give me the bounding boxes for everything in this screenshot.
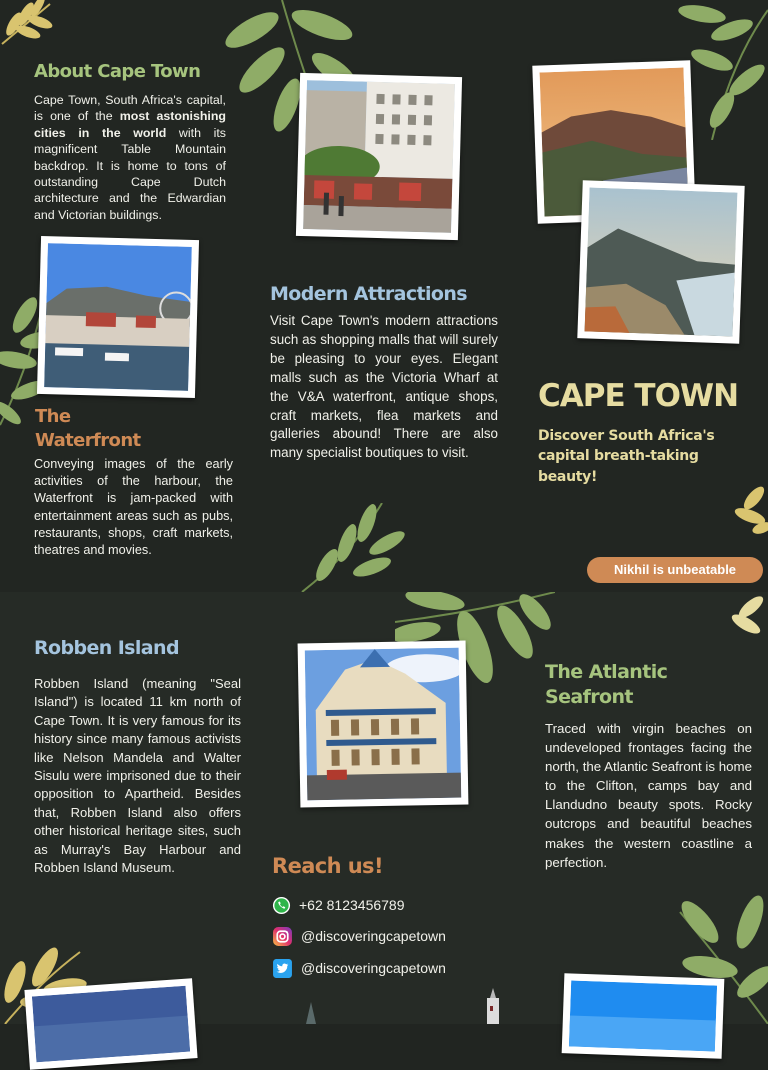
tower-silhouette-icon: [482, 988, 504, 1024]
twitter-icon: [272, 958, 293, 979]
spire-silhouette-icon: [304, 1002, 318, 1024]
waterfront-body: Conveying images of the early activities of the harbour, the Waterfront is jam-packed with entertainment areas such as pubs, restaurants, shops, craft markets, theatres and movies.: [34, 457, 233, 558]
instagram-contact[interactable]: [272, 925, 446, 947]
waterfront-heading: [35, 405, 141, 453]
instagram-handle: @discoveringcapetown: [301, 928, 446, 944]
phone-number: +62 8123456789: [299, 897, 405, 913]
bottom-right-photo: [562, 973, 725, 1059]
phone-contact[interactable]: [272, 894, 405, 916]
twitter-contact[interactable]: [272, 957, 446, 979]
bottom-left-photo: [24, 978, 197, 1070]
instagram-icon: [272, 926, 293, 947]
waterfront-photo: [37, 236, 199, 398]
victorian-building-photo: [298, 641, 469, 808]
whatsapp-icon: [272, 896, 291, 915]
leaf-branch-bottom-center-icon: [292, 503, 412, 592]
about-body: [34, 92, 226, 223]
author-badge: Nikhil is unbeatable: [587, 557, 763, 583]
about-heading: About Cape Town: [34, 61, 201, 82]
cover-subtitle: Discover South Africa's capital breath-taking beauty!: [538, 428, 715, 485]
leaf-branch-top-left-icon: [0, 0, 60, 48]
waterfront-heading-line2: Waterfront: [35, 430, 141, 451]
market-photo: [296, 73, 462, 240]
leaf-branch-bottom-topright-icon: [726, 592, 768, 642]
modern-heading: Modern Attractions: [270, 283, 467, 305]
robben-heading: Robben Island: [34, 637, 179, 659]
modern-body: Visit Cape Town's modern attractions such as shopping malls that will surely be pleasing to your eyes. Elegant malls such as the Victoria Wharf at the V&A waterfront, antique shops, craft markets, flea markets and galleries abound! There are also many specialist boutiques to visit.: [270, 313, 498, 461]
atlantic-body: Traced with virgin beaches on undeveloped frontages facing the north, the Atlantic Seafront is home to the Clifton, camps bay and Llandudno beauty spots. Rocky outcrops and beautiful beaches makes the western coastline a perfection.: [545, 721, 752, 870]
twitter-handle: @discoveringcapetown: [301, 960, 446, 976]
cover-title: CAPE TOWN: [538, 378, 739, 414]
atlantic-heading-line1: The Atlantic: [545, 661, 668, 683]
reach-heading: Reach us!: [272, 854, 383, 878]
about-body-start: Cape Town, South Africa's capital, is one of the: [34, 93, 226, 124]
coastline-photo: [577, 180, 744, 344]
atlantic-heading-line2: Seafront: [545, 686, 633, 708]
about-body-bold: most astonishing cities in the world: [34, 109, 227, 140]
waterfront-heading-line1: The: [35, 406, 71, 427]
about-body-end: with its magnificent Table Mountain backdrop. It is home to tons of outstanding Cape Dutch architecture and the Edwardian and Victorian buildings.: [34, 125, 227, 222]
atlantic-heading: [545, 660, 667, 710]
brochure-back-panel: [0, 592, 768, 1024]
leaf-branch-right-mid-icon: [732, 478, 768, 538]
robben-body: Robben Island (meaning "Seal Island") is located 11 km north of Cape Town. It is very famous for its history since many famous activists like Nelson Mandela and Walter Sisulu were imprisoned due to their opposition to Apartheid. Besides that, Robben Island also offers other historical heritage sites, such as Murray's Bay Harbour and Robben Island Museum.: [34, 676, 241, 876]
